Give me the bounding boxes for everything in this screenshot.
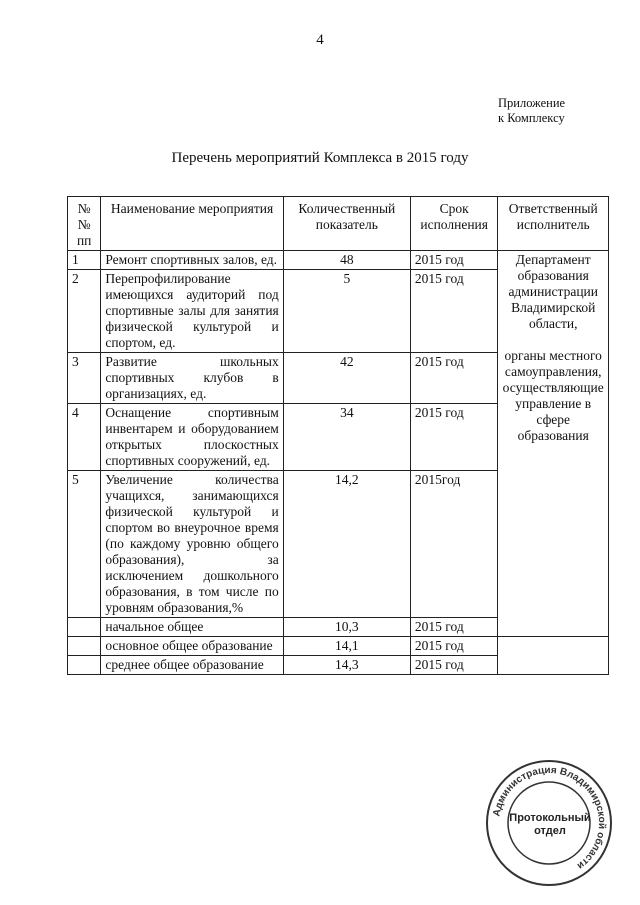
row-qty: 5 (283, 270, 410, 353)
row-qty: 14,2 (283, 471, 410, 618)
header-resp: Ответственный исполнитель (498, 197, 609, 251)
responsible-part-1: Департамент образования администрации Владимирской области, (508, 252, 598, 331)
row-name: Развитие школьных спортивных клубов в организациях, ед. (101, 353, 283, 404)
appendix-line-2: к Комплексу (498, 111, 565, 125)
header-term: Срок исполнения (410, 197, 498, 251)
table-header-row (68, 197, 609, 251)
row-term: 2015 год (410, 404, 498, 471)
table-row (68, 251, 609, 270)
row-qty: 14,3 (283, 656, 410, 675)
row-term: 2015 год (410, 353, 498, 404)
row-qty: 34 (283, 404, 410, 471)
header-num: №№ пп (68, 197, 101, 251)
row-num: 4 (68, 404, 101, 471)
row-name: Увеличение количества учащихся, занимающихся физической культурой и спортом во внеурочное время (по каждому уровню общего образования), за исключением дошкольного образования, в том числе по уровням образования,% (101, 471, 283, 618)
row-name: начальное общее (101, 618, 283, 637)
row-num (68, 637, 101, 656)
responsible-gap (502, 332, 604, 348)
row-num (68, 656, 101, 675)
document-title: Перечень мероприятий Комплекса в 2015 году (171, 150, 469, 166)
row-qty: 14,1 (283, 637, 410, 656)
row-term: 2015год (410, 471, 498, 618)
row-num: 2 (68, 270, 101, 353)
row-term: 2015 год (410, 251, 498, 270)
stamp-ring-textpath: Администрация Владимирской области (491, 764, 608, 872)
row-num: 5 (68, 471, 101, 618)
row-name: основное общее образование (101, 637, 283, 656)
stamp-center-text: Протокольный отдел (509, 812, 591, 837)
appendix-note (498, 96, 618, 126)
row-term: 2015 год (410, 270, 498, 353)
row-num: 1 (68, 251, 101, 270)
row-qty: 48 (283, 251, 410, 270)
row-term: 2015 год (410, 656, 498, 675)
header-name: Наименование мероприятия (101, 197, 283, 251)
row-qty: 42 (283, 353, 410, 404)
responsible-executor (498, 251, 609, 637)
row-name: Ремонт спортивных залов, ед. (101, 251, 283, 270)
page-number: 4 (316, 32, 324, 48)
responsible-part-2: органы местного самоуправления, осуществляющие управление в сфере образования (502, 348, 604, 443)
row-num (68, 618, 101, 637)
row-name: Оснащение спортивным инвентарем и оборудованием открытых плоскостных спортивных сооружений, ед. (101, 404, 283, 471)
row-name: среднее общее образование (101, 656, 283, 675)
row-term: 2015 год (410, 637, 498, 656)
row-name: Перепрофилирование имеющихся аудиторий под спортивные залы для занятия физической культурой и спортом, ед. (101, 270, 283, 353)
header-qty: Количественный показатель (283, 197, 410, 251)
responsible-empty (498, 637, 609, 675)
row-qty: 10,3 (283, 618, 410, 637)
row-term: 2015 год (410, 618, 498, 637)
table-row (68, 637, 609, 656)
row-num: 3 (68, 353, 101, 404)
events-table (67, 196, 609, 675)
appendix-line-1: Приложение (498, 96, 566, 110)
